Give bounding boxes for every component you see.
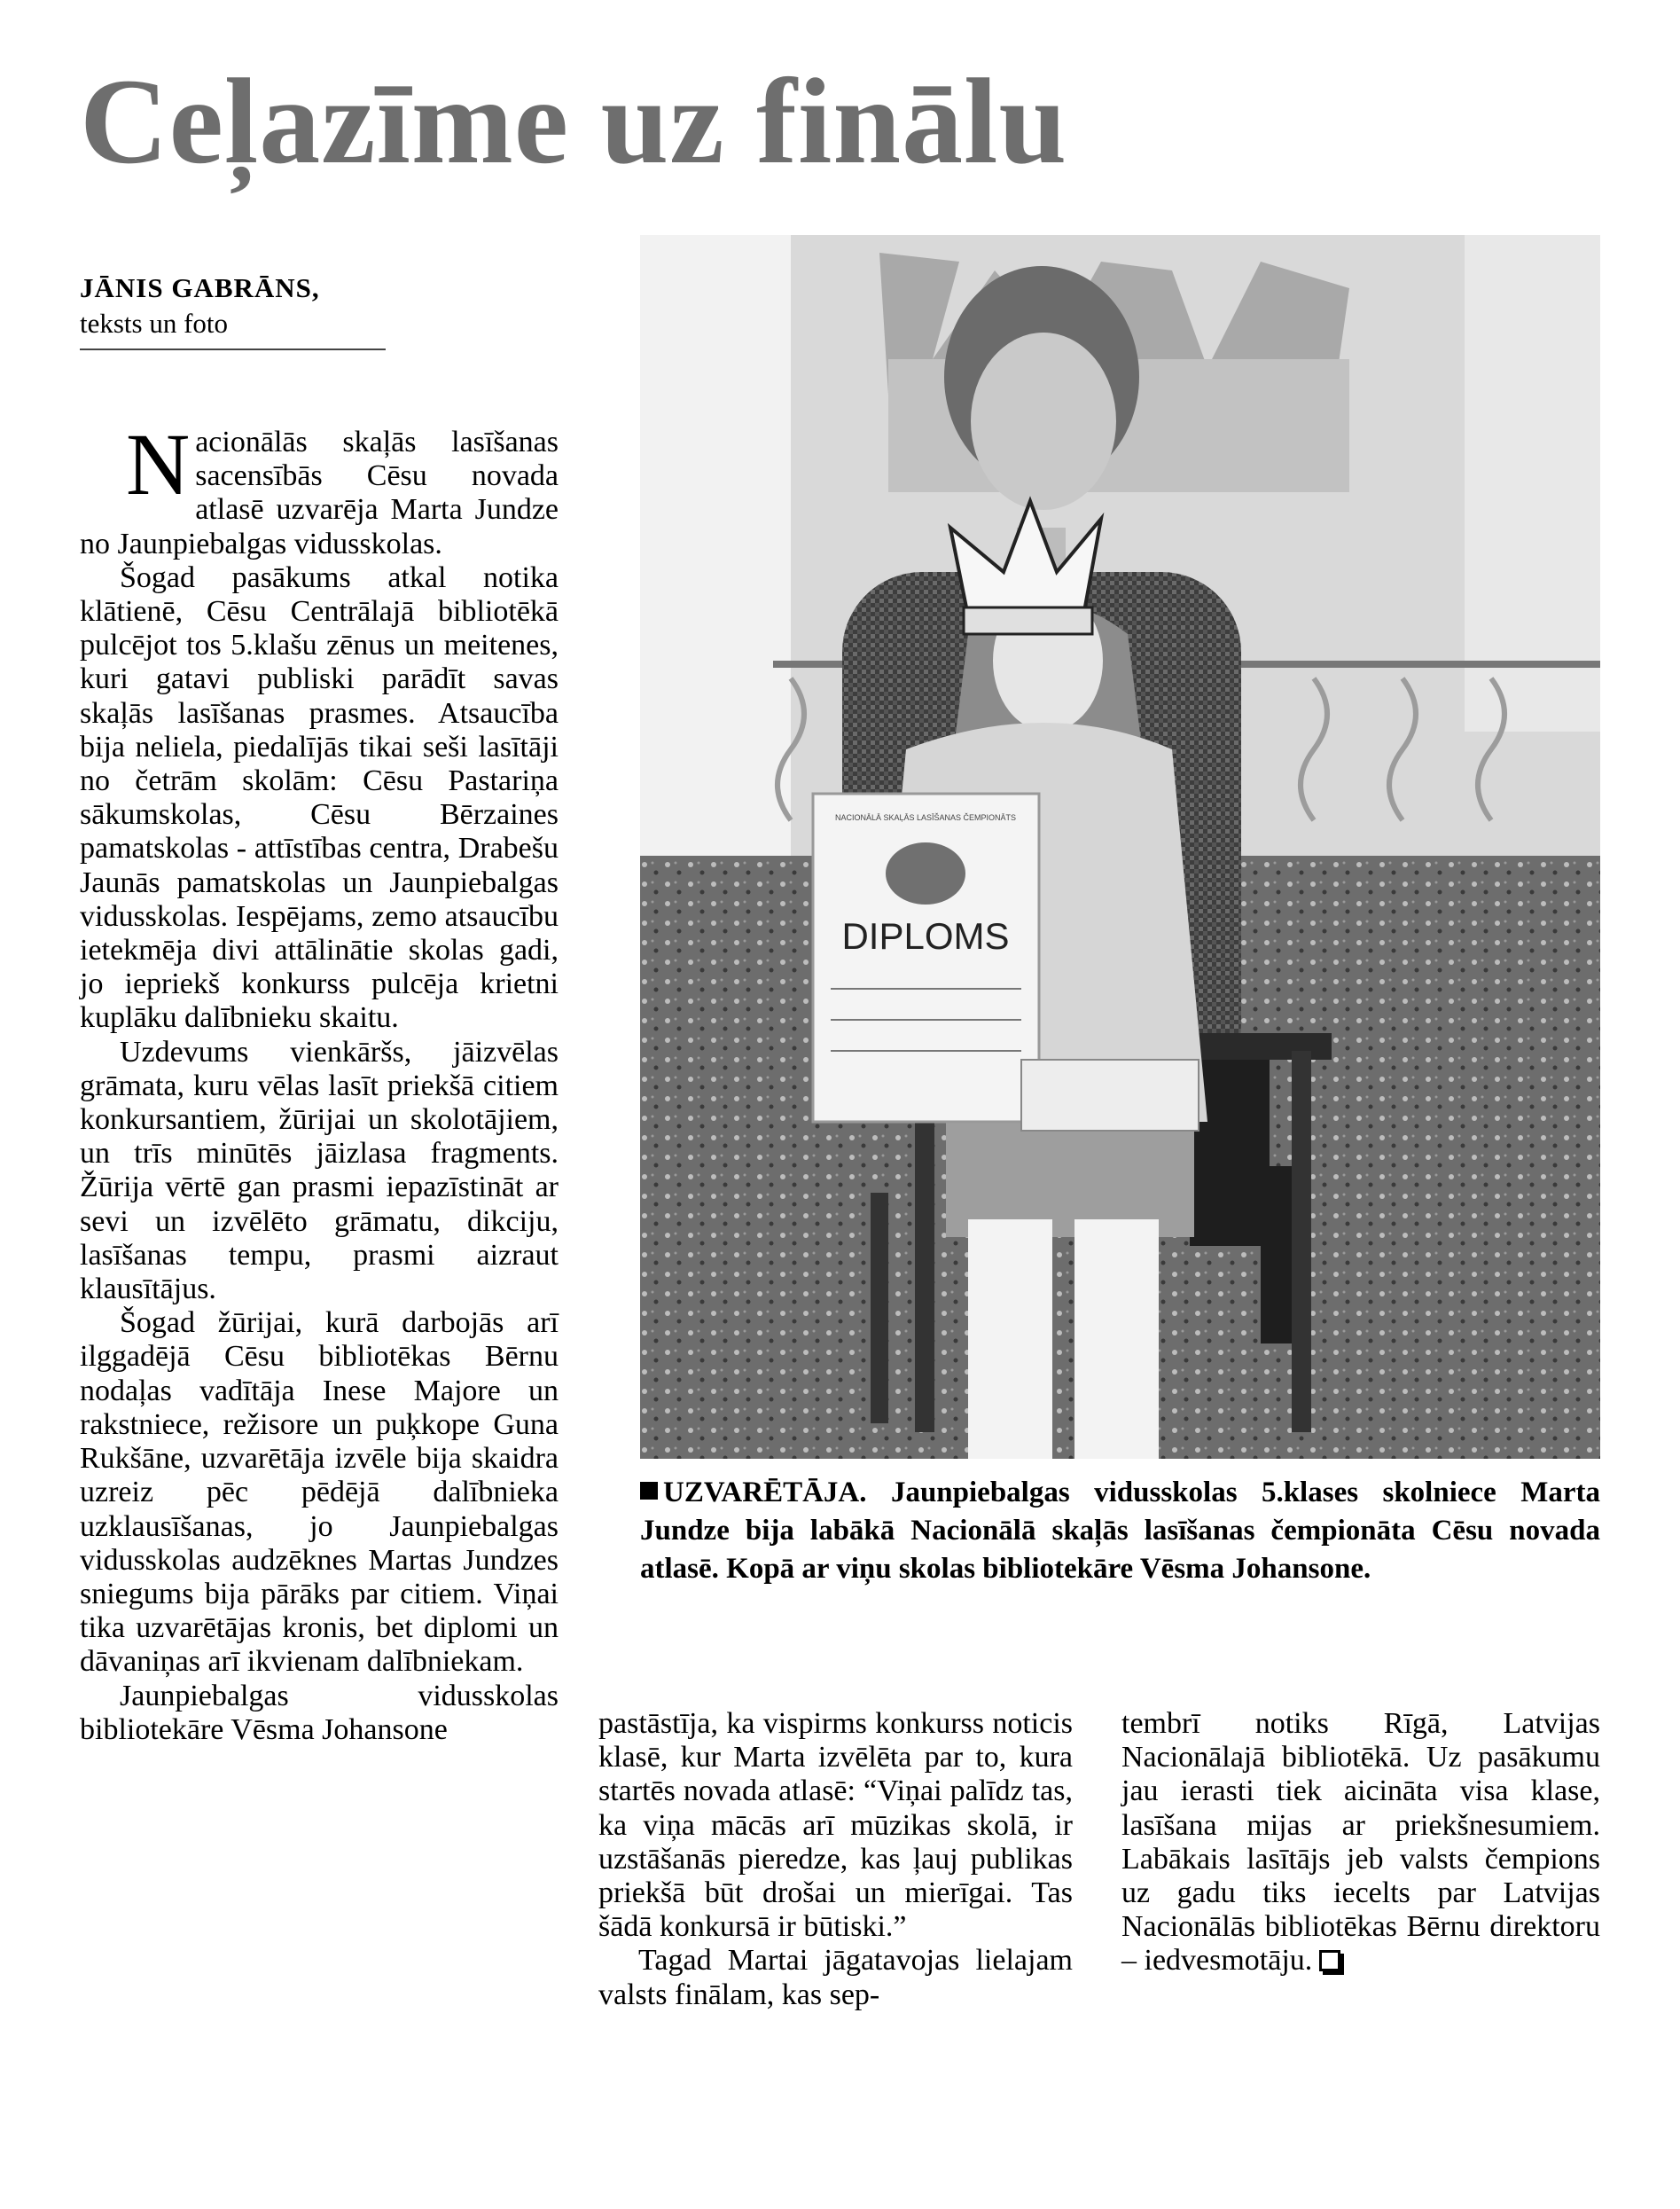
- photo-caption: [640, 1474, 1600, 1588]
- article-photo: [640, 235, 1600, 1459]
- headline: Ceļazīme uz finālu: [80, 53, 1068, 189]
- body-paragraph: Jaunpiebalgas vidusskolas bibliotekāre Vēsma Johansone: [80, 1679, 559, 1746]
- body-paragraph: pastāstīja, ka vispirms konkurss noticis klasē, kur Marta izvēlēta par to, kura startēs novada atlasē: “Viņai palīdz tas, ka viņa mācās arī mūzikas skolā, ir uzstāšanās pieredze, kas ļauj publikas priekšā būt drošai un mierīgai. Tas šādā konkursā ir būtiski.”: [598, 1707, 1073, 1944]
- lead-paragraph: Nacionālās skaļās lasīšanas sacensībās Cēsu novada atlasē uzvarēja Marta Jundze no Jaunpiebalgas vidusskolas.: [80, 415, 559, 560]
- byline: [80, 270, 386, 350]
- article-column-1: [80, 415, 559, 1747]
- author-name: JĀNIS GABRĀNS,: [80, 272, 320, 303]
- diploma-title: DIPLOMS: [841, 915, 1010, 957]
- caption-text: Jaunpiebalgas vidusskolas 5.klases skolniece Marta Jundze bija labākā Nacionālā skaļās lasīšanas čempionāta Cēsu novada atlasē. Kopā ar viņu skolas bibliotekāre Vēsma Johansone.: [640, 1477, 1601, 1585]
- caption-bullet: [640, 1482, 658, 1500]
- article-column-3: [1121, 1707, 1600, 1978]
- body-paragraph: tembrī notiks Rīgā, Latvijas Nacionālajā bibliotēkā. Uz pasākumu jau ierasti tiek aicināta visa klase, lasīšana mijas ar priekšnesumiem. Labākais lasītājs jeb valsts čempions uz gadu tiks iecelts par Latvijas Nacionālās bibliotēkas Bērnu direktoru – iedvesmotāju.: [1121, 1707, 1600, 1978]
- body-paragraph: Tagad Martai jāgatavojas lielajam valsts finālam, kas sep-: [598, 1944, 1073, 2011]
- diploma-header: NACIONĀLĀ SKAĻĀS LASĪŠANAS ČEMPIONĀTS: [834, 813, 1017, 822]
- body-paragraph: Šogad pasākums atkal notika klātienē, Cēsu Centrālajā bibliotēkā pulcējot tos 5.klašu zēnus un meitenes, kuri gatavi publiski parādīt savas skaļās lasīšanas prasmes. Atsaucība bija neliela, piedalījās tikai seši lasītāji no četrām skolām: Cēsu Pastariņa sākumskolas, Cēsu Bērzaines pamatskolas - attīstības centra, Drabešu Jaunās pamatskolas un Jaunpiebalgas vidusskolas. Iespējams, zemo atsaucību ietekmēja divi attālinātie skolas gadi, jo iepriekš konkurss pulcēja krietni kuplāku dalībnieku skaitu.: [80, 560, 559, 1035]
- body-paragraph: Uzdevums vienkāršs, jāizvēlas grāmata, kuru vēlas lasīt priekšā citiem konkursantiem, žūrijai un skolotājiem, un trīs minūtēs jāizlasa fragments. Žūrija vērtē gan prasmi iepazīstināt ar sevi un izvēlēto grāmatu, dikciju, lasīšanas tempu, prasmi aizraut klausītājus.: [80, 1035, 559, 1306]
- body-paragraph-end: [1121, 1707, 1600, 1978]
- article-column-2: [598, 1707, 1073, 2012]
- end-mark-icon: [1319, 1950, 1340, 1971]
- caption-label: UZVARĒTĀJA.: [663, 1477, 867, 1508]
- body-paragraph: Šogad žūrijai, kurā darbojās arī ilggadējā Cēsu bibliotēkas Bērnu nodaļas vadītāja Inese Majore un rakstniece, režisore un puķkope Guna Rukšāne, uzvarētāja izvēle bija skaidra uzreiz pēc pēdējā dalībnieka uzklausīšanas, jo Jaunpiebalgas vidusskolas audzēknes Martas Jundzes sniegums bija pārāks par citiem. Viņai tika uzvarētājas kronis, bet diplomi un dāvaniņas arī ikvienam dalībniekam.: [80, 1306, 559, 1679]
- author-role: teksts un foto: [80, 308, 229, 339]
